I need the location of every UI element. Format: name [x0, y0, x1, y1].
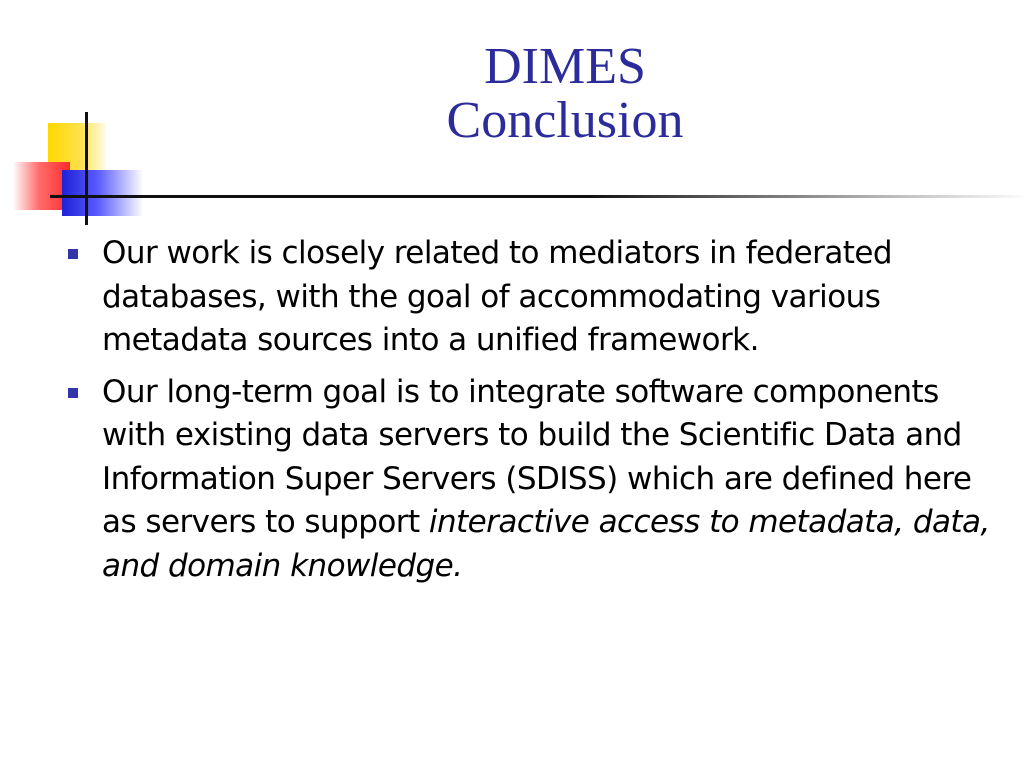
slide-title	[330, 40, 800, 148]
bullet-text-body: Our work is closely related to mediators in federated databases, with the goal of accommodating various metadata sources into a unified framework.	[102, 235, 893, 358]
title-line-2: Conclusion	[446, 92, 684, 149]
horizontal-rule	[50, 195, 1024, 198]
bullet-text-body: Our long-term goal is to integrate software components with existing data servers to build the Scientific Data and Information Super Servers (SDISS) which are defined here as servers to support	[102, 373, 972, 540]
vertical-rule	[85, 112, 88, 225]
title-line-1: DIMES	[484, 38, 646, 95]
square-bullet-icon	[68, 249, 78, 259]
red-square-decoration	[14, 162, 70, 210]
bullet-item	[62, 232, 1007, 363]
bullet-item	[62, 371, 1007, 589]
yellow-square-decoration	[48, 123, 106, 181]
blue-square-decoration	[62, 170, 142, 216]
bullet-text-emphasis: interactive access to metadata, data, and domain knowledge.	[102, 504, 990, 584]
bullet-text	[102, 371, 1007, 589]
bullet-text	[102, 232, 1007, 363]
bullet-list	[62, 232, 1007, 596]
square-bullet-icon	[68, 388, 78, 398]
